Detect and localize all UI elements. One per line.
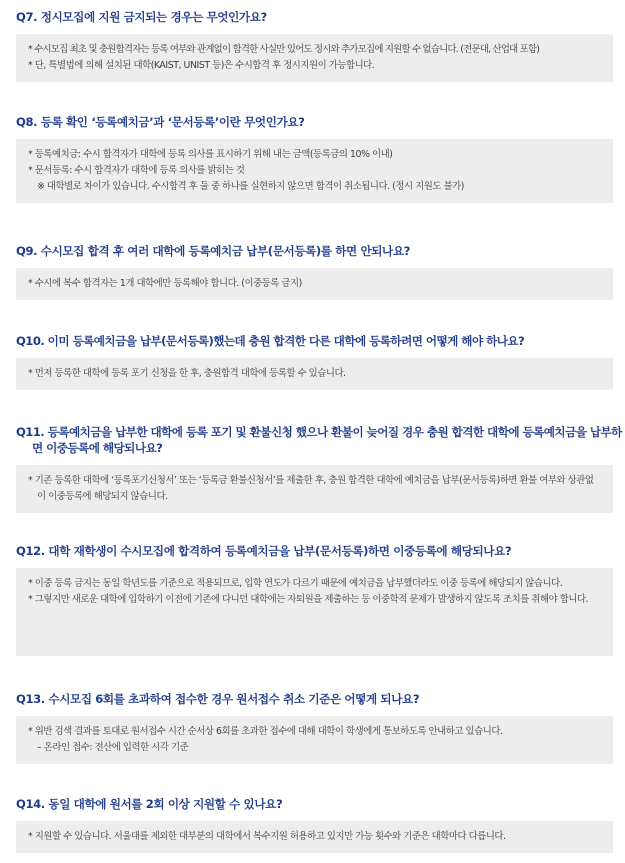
- faq-answer-box: [16, 268, 613, 300]
- faq-q8: [0, 114, 625, 203]
- faq-q9: [0, 243, 625, 300]
- faq-answer-box: [16, 465, 613, 513]
- answer-line: * 수시모집 최초 및 충원합격자는 등록 여부와 관계없이 합격한 사실만 있어도 정시와 추가모집에 지원할 수 없습니다. (전문대, 산업대 포함): [28, 44, 540, 55]
- answer-line: * 이중 등록 금지는 동일 학년도를 기준으로 적용되므로, 입학 연도가 다르기 때문에 예치금을 납부했더라도 이중 등록에 해당되지 않습니다.: [28, 578, 563, 589]
- faq-question: Q10. 이미 등록예치금을 납부(문서등록)했는데 충원 합격한 다른 대학에 등록하려면 어떻게 해야 하나요?: [16, 334, 525, 348]
- faq-q12: [0, 543, 625, 656]
- answer-note: – 온라인 접수: 전산에 입력한 시각 기준: [37, 742, 189, 753]
- answer-line: * 기존 등록한 대학에 ‘등록포기신청서’ 또는 ‘등록금 환불신청서’를 제출한 후, 충원 합격한 대학에 예치금을 납부(문서등록)하면 환불 여부와 상관없이 이중등록에 해당되지 않습니다.: [28, 475, 594, 502]
- faq-q14: [0, 796, 625, 853]
- answer-line: * 그렇지만 새로운 대학에 입학하기 이전에 기존에 다니던 대학에는 자퇴원을 제출하는 등 이중학적 문제가 발생하지 않도록 조치를 취해야 합니다.: [28, 594, 589, 605]
- faq-answer-box: [16, 34, 613, 82]
- faq-question: Q8. 등록 확인 ‘등록예치금’과 ‘문서등록’이란 무엇인가요?: [16, 115, 305, 129]
- answer-line: * 문서등록: 수시 합격자가 대학에 등록 의사를 밝히는 것: [28, 165, 245, 176]
- faq-question: Q7. 정시모집에 지원 금지되는 경우는 무엇인가요?: [16, 10, 267, 24]
- faq-answer-box: [16, 358, 613, 390]
- faq-question: Q11. 등록예치금을 납부한 대학에 등록 포기 및 환불신청 했으나 환불이 늦어질 경우 충원 합격한 대학에 등록예치금을 납부하면 이중등록에 해당되나요?: [16, 425, 622, 455]
- answer-line: * 먼저 등록한 대학에 등록 포기 신청을 한 후, 충원합격 대학에 등록할 수 있습니다.: [28, 368, 346, 379]
- faq-question: Q9. 수시모집 합격 후 여러 대학에 등록예치금 납부(문서등록)를 하면 안되나요?: [16, 244, 410, 258]
- faq-q10: [0, 333, 625, 390]
- faq-answer-box: [16, 716, 613, 764]
- faq-question: Q14. 동일 대학에 원서를 2회 이상 지원할 수 있나요?: [16, 797, 283, 811]
- answer-line: * 단, 특별법에 의해 설치된 대학(KAIST, UNIST 등)은 수시합격 후 정시지원이 가능합니다.: [28, 60, 375, 71]
- faq-answer-box: [16, 568, 613, 656]
- faq-answer-box: [16, 139, 613, 203]
- answer-line: * 위반 검색 결과를 토대로 원서접수 시간 순서상 6회를 초과한 접수에 대해 대학이 학생에게 통보하도록 안내하고 있습니다.: [28, 726, 503, 737]
- answer-line: * 수시에 복수 합격자는 1개 대학에만 등록해야 합니다. (이중등록 금지): [28, 278, 302, 289]
- faq-q11: [0, 424, 625, 513]
- answer-line: * 등록예치금: 수시 합격자가 대학에 등록 의사를 표시하기 위해 내는 금액(등록금의 10% 이내): [28, 149, 393, 160]
- faq-question: Q13. 수시모집 6회를 초과하여 접수한 경우 원서접수 취소 기준은 어떻게 되나요?: [16, 692, 420, 706]
- faq-question: Q12. 대학 재학생이 수시모집에 합격하여 등록예치금을 납부(문서등록)하면 이중등록에 해당되나요?: [16, 544, 512, 558]
- answer-note: ※ 대학별로 차이가 있습니다. 수시합격 후 둘 중 하나를 실현하지 않으면 합격이 취소됩니다. (정시 지원도 불가): [37, 181, 464, 192]
- faq-q7: [0, 9, 625, 82]
- answer-line: * 지원할 수 있습니다. 서울대를 제외한 대부분의 대학에서 복수지원 허용하고 있지만 가능 횟수와 기준은 대학마다 다릅니다.: [28, 831, 506, 842]
- faq-answer-box: [16, 821, 613, 853]
- faq-q13: [0, 691, 625, 764]
